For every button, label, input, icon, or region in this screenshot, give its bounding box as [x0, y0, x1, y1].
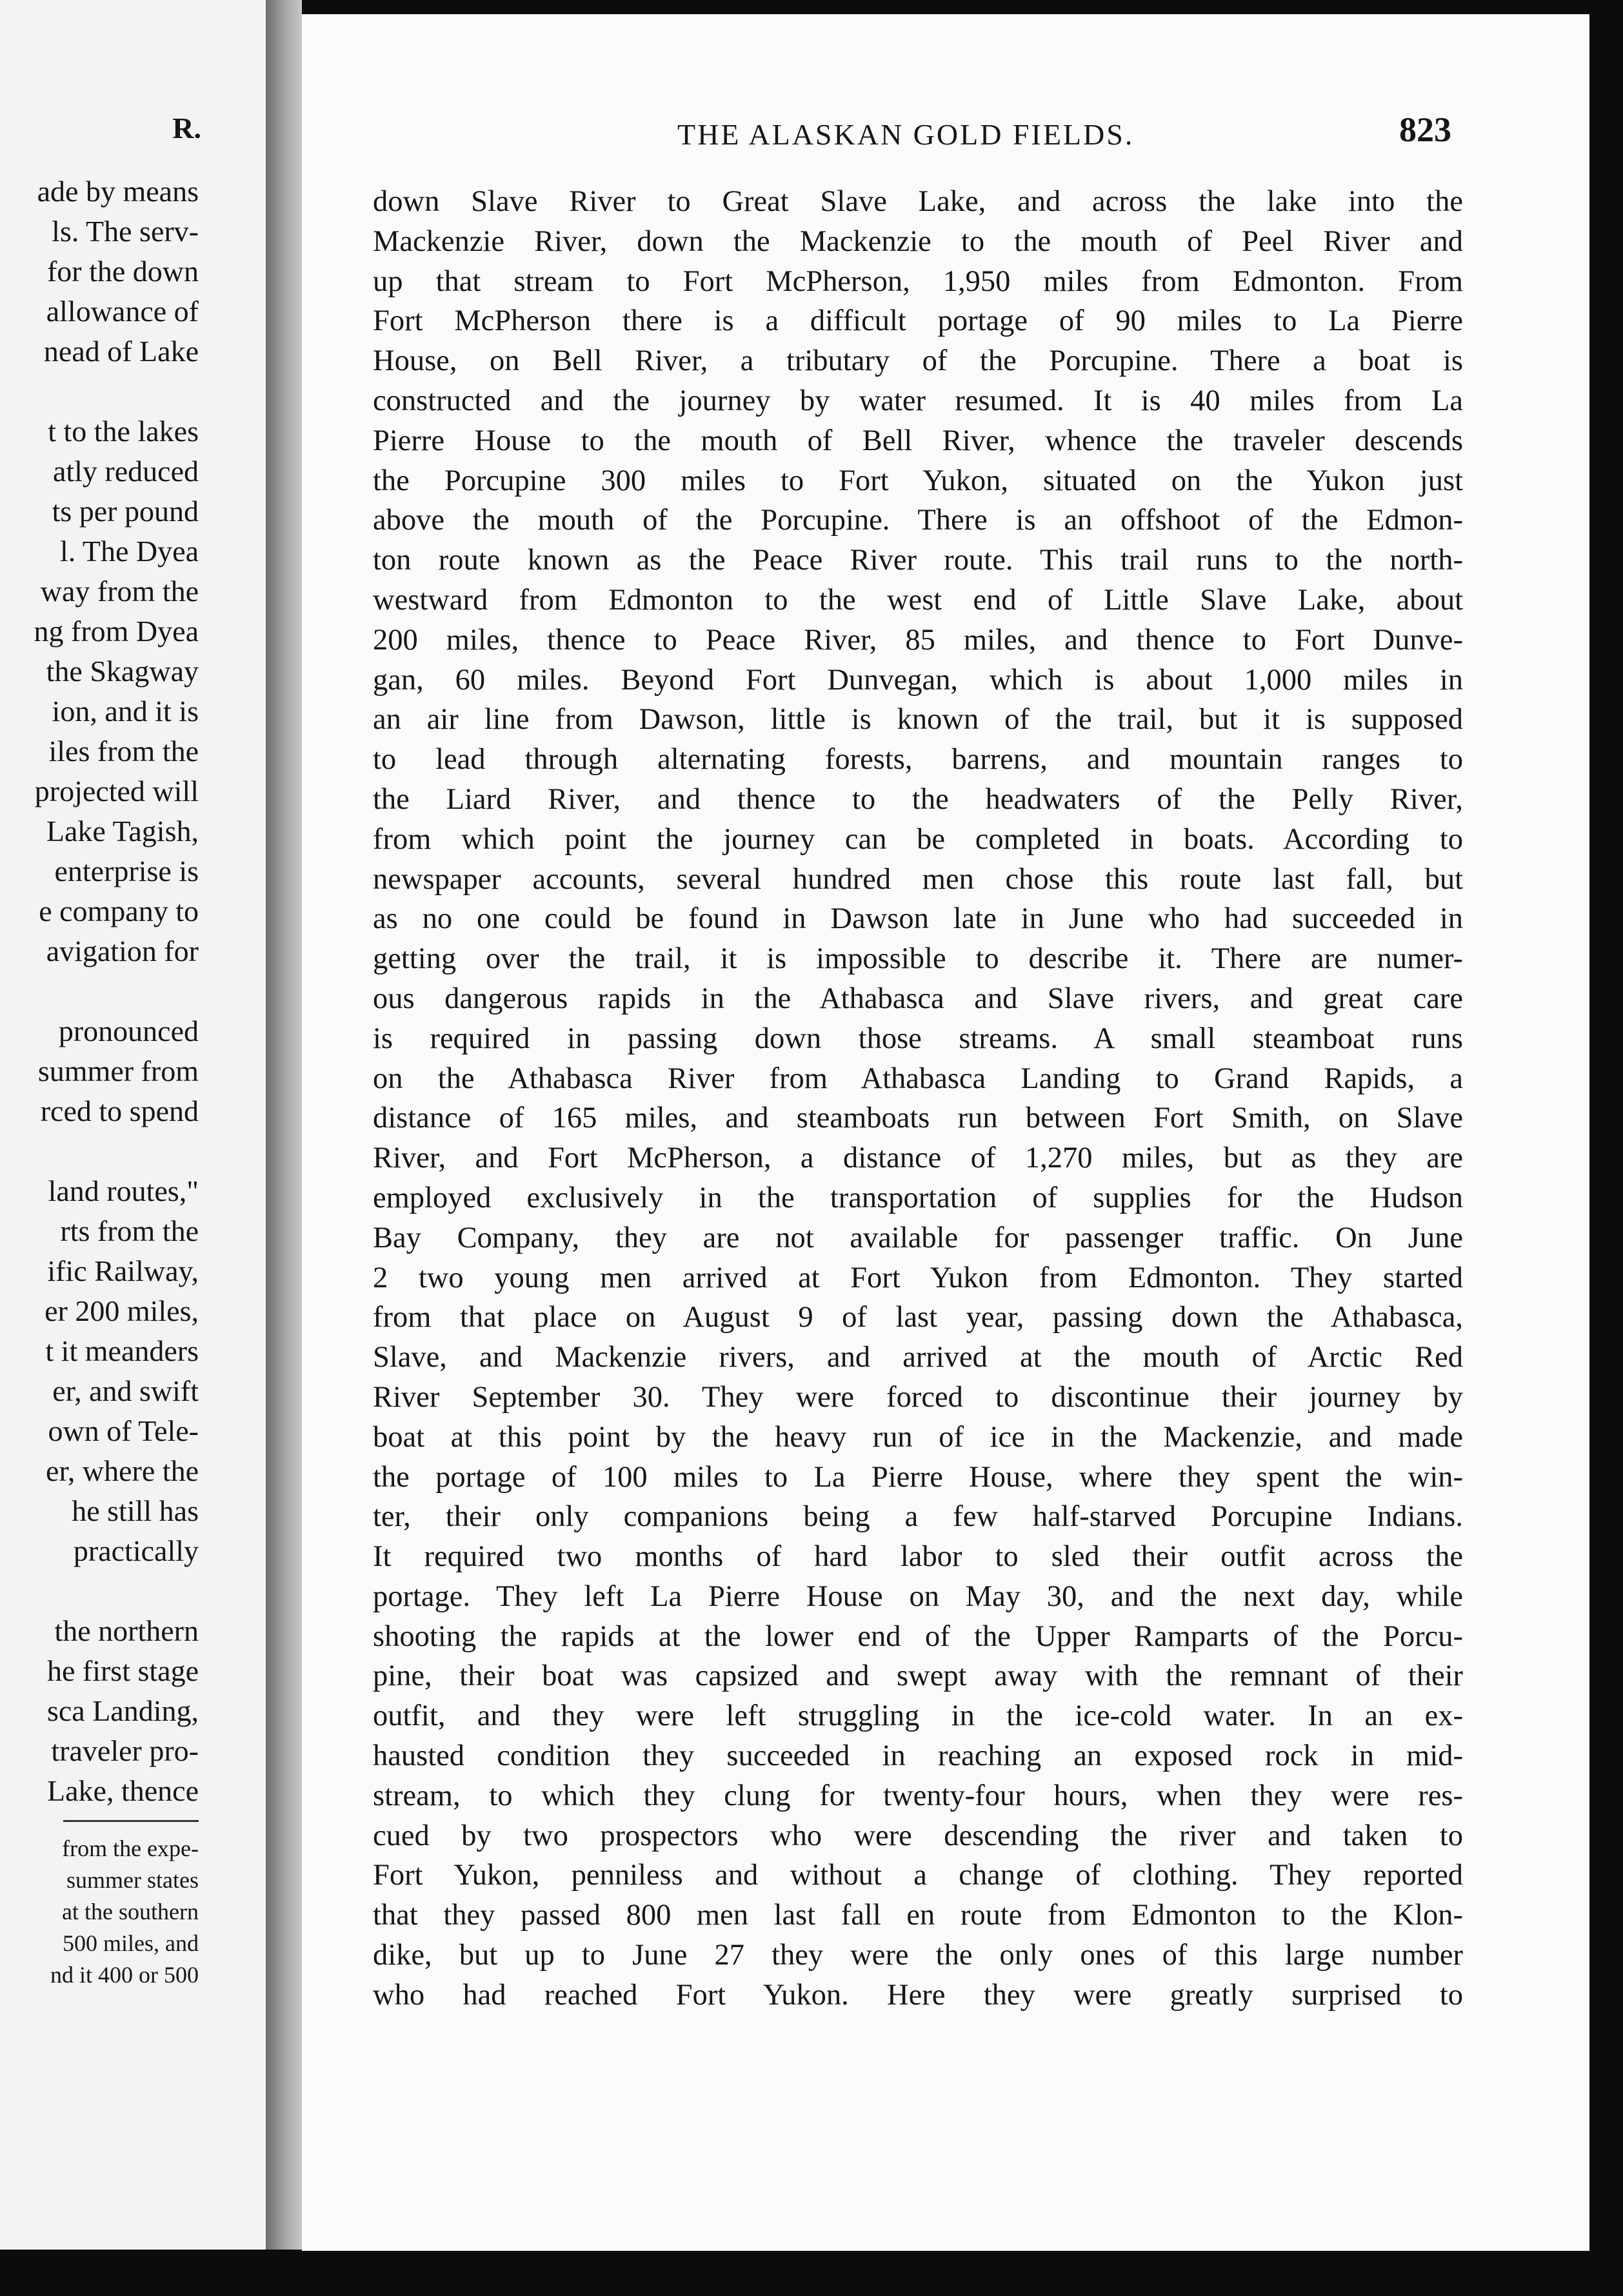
text-line: hausted condition they succeeded in reaching an exposed rock in mid-	[373, 1739, 1463, 1773]
text-line: ton route known as the Peace River route. This trail runs to the north-	[373, 544, 1463, 577]
facing-page-footnotes	[0, 1833, 199, 1991]
text-line: shooting the rapids at the lower end of the Upper Ramparts of the Porcu-	[373, 1619, 1463, 1653]
facing-page-text	[0, 172, 199, 1811]
facing-page-footnote-line: 500 miles, and	[63, 1930, 199, 1956]
facing-page-line: own of Tele-	[48, 1414, 199, 1447]
text-line: gan, 60 miles. Beyond Fort Dunvegan, which is about 1,000 miles in	[373, 663, 1463, 697]
text-line: It required two months of hard labor to sled their outfit across the	[373, 1540, 1463, 1574]
facing-page-line: ng from Dyea	[34, 615, 199, 648]
facing-page-line	[0, 371, 199, 411]
facing-page-line: rced to spend	[40, 1094, 199, 1127]
text-line: who had reached Fort Yukon. Here they were greatly surprised to	[373, 1978, 1463, 2012]
facing-page-line: pronounced	[58, 1014, 199, 1047]
text-line: from which point the journey can be completed in boats. According to	[373, 822, 1463, 856]
facing-page-line: Lake Tagish,	[46, 815, 199, 847]
facing-page-line: way from the	[40, 575, 199, 608]
facing-page-line: t to the lakes	[48, 415, 199, 448]
text-line: the Liard River, and thence to the headwaters of the Pelly River,	[373, 782, 1463, 816]
facing-page-line: practically	[73, 1534, 199, 1567]
text-line: from that place on August 9 of last year, passing down the Athabasca,	[373, 1301, 1463, 1334]
text-line: 200 miles, thence to Peace River, 85 miles, and thence to Fort Dunve-	[373, 623, 1463, 657]
facing-page-footnote-line: nd it 400 or 500	[50, 1962, 199, 1988]
text-line: newspaper accounts, several hundred men chose this route last fall, but	[373, 862, 1463, 896]
text-line: ous dangerous rapids in the Athabasca and Slave rivers, and great care	[373, 982, 1463, 1015]
text-line: Pierre House to the mouth of Bell River, whence the traveler descends	[373, 424, 1463, 457]
facing-page-line: traveler pro-	[51, 1734, 199, 1767]
facing-page-line: rts from the	[60, 1214, 199, 1247]
text-line: constructed and the journey by water resumed. It is 40 miles from La	[373, 384, 1463, 417]
facing-page-line: the northern	[54, 1614, 199, 1647]
facing-page-line: er, and swift	[52, 1374, 199, 1407]
facing-page-line: e company to	[39, 895, 199, 927]
facing-page-line	[0, 971, 199, 1011]
text-line: above the mouth of the Porcupine. There is an offshoot of the Edmon-	[373, 504, 1463, 537]
text-line: River September 30. They were forced to discontinue their journey by	[373, 1380, 1463, 1414]
text-line: River, and Fort McPherson, a distance of 1,270 miles, but as they are	[373, 1142, 1463, 1175]
facing-page-line: iles from the	[48, 735, 199, 767]
text-line: Mackenzie River, down the Mackenzie to the mouth of Peel River and	[373, 224, 1463, 258]
text-line: 2 two young men arrived at Fort Yukon from Edmonton. They started	[373, 1261, 1463, 1294]
footnote-rule	[63, 1820, 199, 1822]
text-line: Fort McPherson there is a difficult portage of 90 miles to La Pierre	[373, 304, 1463, 338]
text-line: on the Athabasca River from Athabasca Landing to Grand Rapids, a	[373, 1062, 1463, 1095]
text-line: House, on Bell River, a tributary of the Porcupine. There a boat is	[373, 344, 1463, 378]
book-gutter	[266, 0, 302, 2250]
text-line: up that stream to Fort McPherson, 1,950 miles from Edmonton. From	[373, 264, 1463, 298]
text-line: distance of 165 miles, and steamboats run between Fort Smith, on Slave	[373, 1102, 1463, 1135]
facing-page-fragment	[0, 0, 266, 2250]
text-line: cued by two prospectors who were descending the river and taken to	[373, 1819, 1463, 1852]
running-head: THE ALASKAN GOLD FIELDS.	[677, 118, 1135, 151]
facing-page-line: projected will	[34, 775, 199, 807]
text-line: boat at this point by the heavy run of ice in the Mackenzie, and made	[373, 1420, 1463, 1454]
text-line: the portage of 100 miles to La Pierre House, where they spent the win-	[373, 1460, 1463, 1494]
facing-page-line: ls. The serv-	[52, 215, 199, 248]
facing-page-line: ade by means	[37, 175, 199, 208]
facing-page-footnote-line: summer states	[66, 1867, 199, 1893]
text-line: portage. They left La Pierre House on May 30, and the next day, while	[373, 1579, 1463, 1613]
text-line: an air line from Dawson, little is known of the trail, but it is supposed	[373, 703, 1463, 737]
facing-page-line: er 200 miles,	[45, 1294, 199, 1327]
page-number: 823	[1399, 110, 1451, 149]
facing-page-line: ion, and it is	[52, 695, 199, 727]
body-text	[373, 182, 1463, 2015]
scan-border	[0, 2251, 1623, 2296]
facing-page-footnote-line: from the expe-	[62, 1836, 199, 1861]
facing-page-line: avigation for	[46, 935, 199, 967]
facing-page-line: Lake, thence	[47, 1774, 199, 1807]
facing-page-line	[0, 1571, 199, 1611]
page-823	[302, 14, 1589, 2251]
facing-page-line: atly reduced	[52, 455, 199, 488]
text-line: pine, their boat was capsized and swept away with the remnant of their	[373, 1659, 1463, 1693]
text-line: to lead through alternating forests, barrens, and mountain ranges to	[373, 743, 1463, 777]
facing-page-line	[0, 1131, 199, 1171]
text-line: that they passed 800 men last fall en route from Edmonton to the Klon-	[373, 1899, 1463, 1932]
text-line: down Slave River to Great Slave Lake, and across the lake into the	[373, 185, 1463, 218]
text-line: ter, their only companions being a few half-starved Porcupine Indians.	[373, 1500, 1463, 1534]
text-line: Slave, and Mackenzie rivers, and arrived at the mouth of Arctic Red	[373, 1341, 1463, 1374]
text-line: dike, but up to June 27 they were the only ones of this large number	[373, 1939, 1463, 1972]
text-line: as no one could be found in Dawson late in June who had succeeded in	[373, 902, 1463, 936]
text-line: employed exclusively in the transportation of supplies for the Hudson	[373, 1181, 1463, 1214]
facing-page-line: ts per pound	[52, 495, 199, 528]
text-line: is required in passing down those streams. A small steamboat runs	[373, 1022, 1463, 1055]
facing-page-line: l. The Dyea	[59, 535, 199, 568]
text-line: Bay Company, they are not available for passenger traffic. On June	[373, 1221, 1463, 1254]
facing-page-line: nead of Lake	[43, 335, 199, 368]
facing-page-footnote-line: at the southern	[62, 1899, 199, 1925]
facing-page-line: he first stage	[46, 1654, 199, 1687]
facing-page-line: for the down	[46, 255, 199, 288]
text-line: getting over the trail, it is impossible to describe it. There are numer-	[373, 942, 1463, 976]
text-line: stream, to which they clung for twenty-four hours, when they were res-	[373, 1779, 1463, 1812]
facing-page-line: summer from	[37, 1054, 199, 1087]
text-line: westward from Edmonton to the west end of Little Slave Lake, about	[373, 583, 1463, 617]
facing-page-line: t it meanders	[45, 1334, 199, 1367]
text-line: Fort Yukon, penniless and without a change of clothing. They reported	[373, 1859, 1463, 1892]
facing-page-line: sca Landing,	[46, 1694, 199, 1727]
text-line: outfit, and they were left struggling in the ice-cold water. In an ex-	[373, 1699, 1463, 1733]
text-line: the Porcupine 300 miles to Fort Yukon, situated on the Yukon just	[373, 464, 1463, 497]
facing-page-header: R.	[172, 112, 201, 144]
facing-page-line: enterprise is	[54, 855, 199, 887]
facing-page-line: er, where the	[46, 1454, 199, 1487]
facing-page-line: ific Railway,	[47, 1254, 199, 1287]
facing-page-line: the Skagway	[46, 655, 199, 688]
facing-page-line: allowance of	[46, 295, 199, 328]
facing-page-line: he still has	[72, 1494, 199, 1527]
facing-page-line: land routes,"	[48, 1174, 199, 1207]
